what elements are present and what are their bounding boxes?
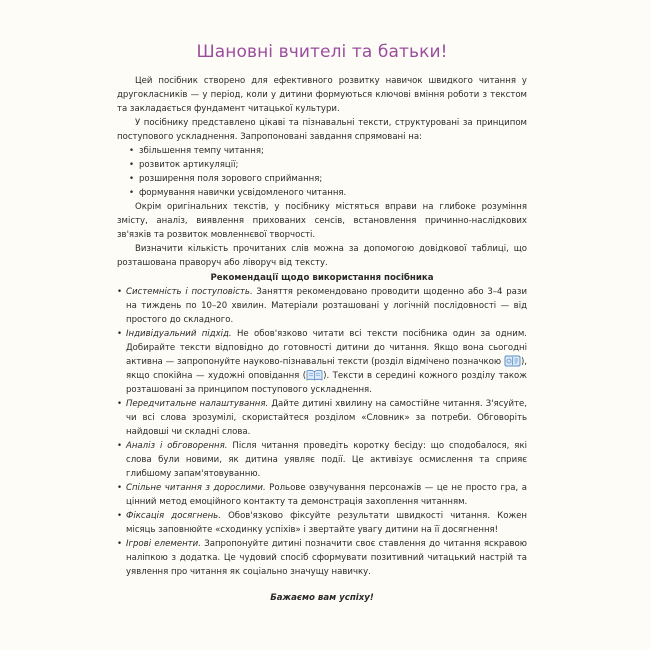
rec-term: Спільне читання з дорослими. (126, 483, 266, 493)
rec-term: Ігрові елементи. (126, 539, 201, 549)
body-paragraph: Визначити кількість прочитаних слів можна за допомогою довідкової таблиці, що розташована праворуч або ліворуч від тексту. (117, 244, 527, 268)
list-item: • збільшення темпу читання; (129, 144, 527, 158)
recommendations-heading: Рекомендації щодо використання посібника (210, 273, 434, 283)
rec-text: Дайте дитині хвилину на самостійне читання. З'ясуйте, чи всі слова зрозумілі, скористайтеся розділом «Словник» за потреби. Обговоріть найдовші чи складні слова. (126, 399, 527, 437)
rec-text: Не обов'язково читати всі тексти посібника один за одним. Добирайте тексти відповідно до готовності дитини до читання. Якщо вона сьогодні активна — запропонуйте науково-пізнавальні тексти (розділ відмічено позначкою (126, 329, 527, 367)
document-body (117, 36, 527, 603)
intro-paragraph: Цей посібник створено для ефективного розвитку навичок швидкого читання у другокласників — у період, коли у дитини формуються ключові вміння роботи з текстом та закладається фундамент читацької культури. (117, 76, 527, 114)
body-paragraph: Окрім оригінальних текстів, у посібнику містяться вправи на глибоке розуміння змісту, аналіз, виявлення прихованих сенсів, встановлення причинно-наслідкових зв'язків та розвиток мовленнєвої творчості. (117, 202, 527, 240)
list-item (117, 439, 527, 481)
rec-term: Індивідуальний підхід. (126, 329, 232, 339)
intro-paragraph: У посібнику представлено цікаві та пізнавальні тексти, структуровані за принципом поступового ускладнення. Запропоновані завдання спрямовані на: (117, 118, 527, 142)
rec-text: ). Тексти в середині кожного розділу також розташовані за принципом поступового ускладнення. (126, 371, 527, 395)
goals-list (129, 144, 527, 200)
rec-text: ), якщо спокійна — художні оповідання ( (126, 357, 527, 381)
closing-wish: Бажаємо вам успіху! (270, 593, 374, 603)
rec-text: Обов'язково фіксуйте результати швидкості читання. Кожен місяць заповнюйте «сходинку успіхів» і звертайте увагу дитини на її досягнення! (126, 511, 528, 535)
rec-term: Передчитальне налаштування. (126, 399, 269, 409)
list-item (117, 509, 527, 537)
list-item: • розвиток артикуляції; (129, 158, 527, 172)
list-item (117, 537, 527, 579)
science-book-icon (504, 355, 521, 367)
list-item (117, 481, 527, 509)
fiction-book-icon (306, 369, 323, 381)
page-title: Шановні вчителі та батьки! (196, 42, 448, 62)
rec-term: Фіксація досягнень. (126, 511, 221, 521)
rec-term: Аналіз і обговорення. (126, 441, 228, 451)
list-item (117, 285, 527, 327)
rec-text: Після читання проведіть коротку бесіду: що сподобалося, які слова були новими, як дитина уявляє події. Це активізує осмислення та сприяє глибшому запам'ятовуванню. (126, 441, 527, 479)
recommendations-list (117, 285, 527, 579)
rec-text: Заняття рекомендовано проводити щоденно або 3–4 рази на тиждень по 10–20 хвилин. Матеріали розташовані у логічній послідовності — від простого до складного. (126, 287, 527, 325)
rec-text: Рольове озвучування персонажів — це не просто гра, а цінний метод емоційного контакту та демонстрація захоплення читанням. (126, 483, 527, 507)
list-item: • формування навички усвідомленого читання. (129, 186, 527, 200)
list-item (117, 397, 527, 439)
list-item: • розширення поля зорового сприймання; (129, 172, 527, 186)
rec-term: Системність і поступовість. (126, 287, 253, 297)
list-item (117, 327, 527, 397)
rec-text: Запропонуйте дитині позначити своє ставлення до читання яскравою наліпкою з додатка. Це чудовий спосіб сформувати позитивний читацький настрій та уявлення про читання як соціально значущу навичку. (126, 539, 527, 577)
